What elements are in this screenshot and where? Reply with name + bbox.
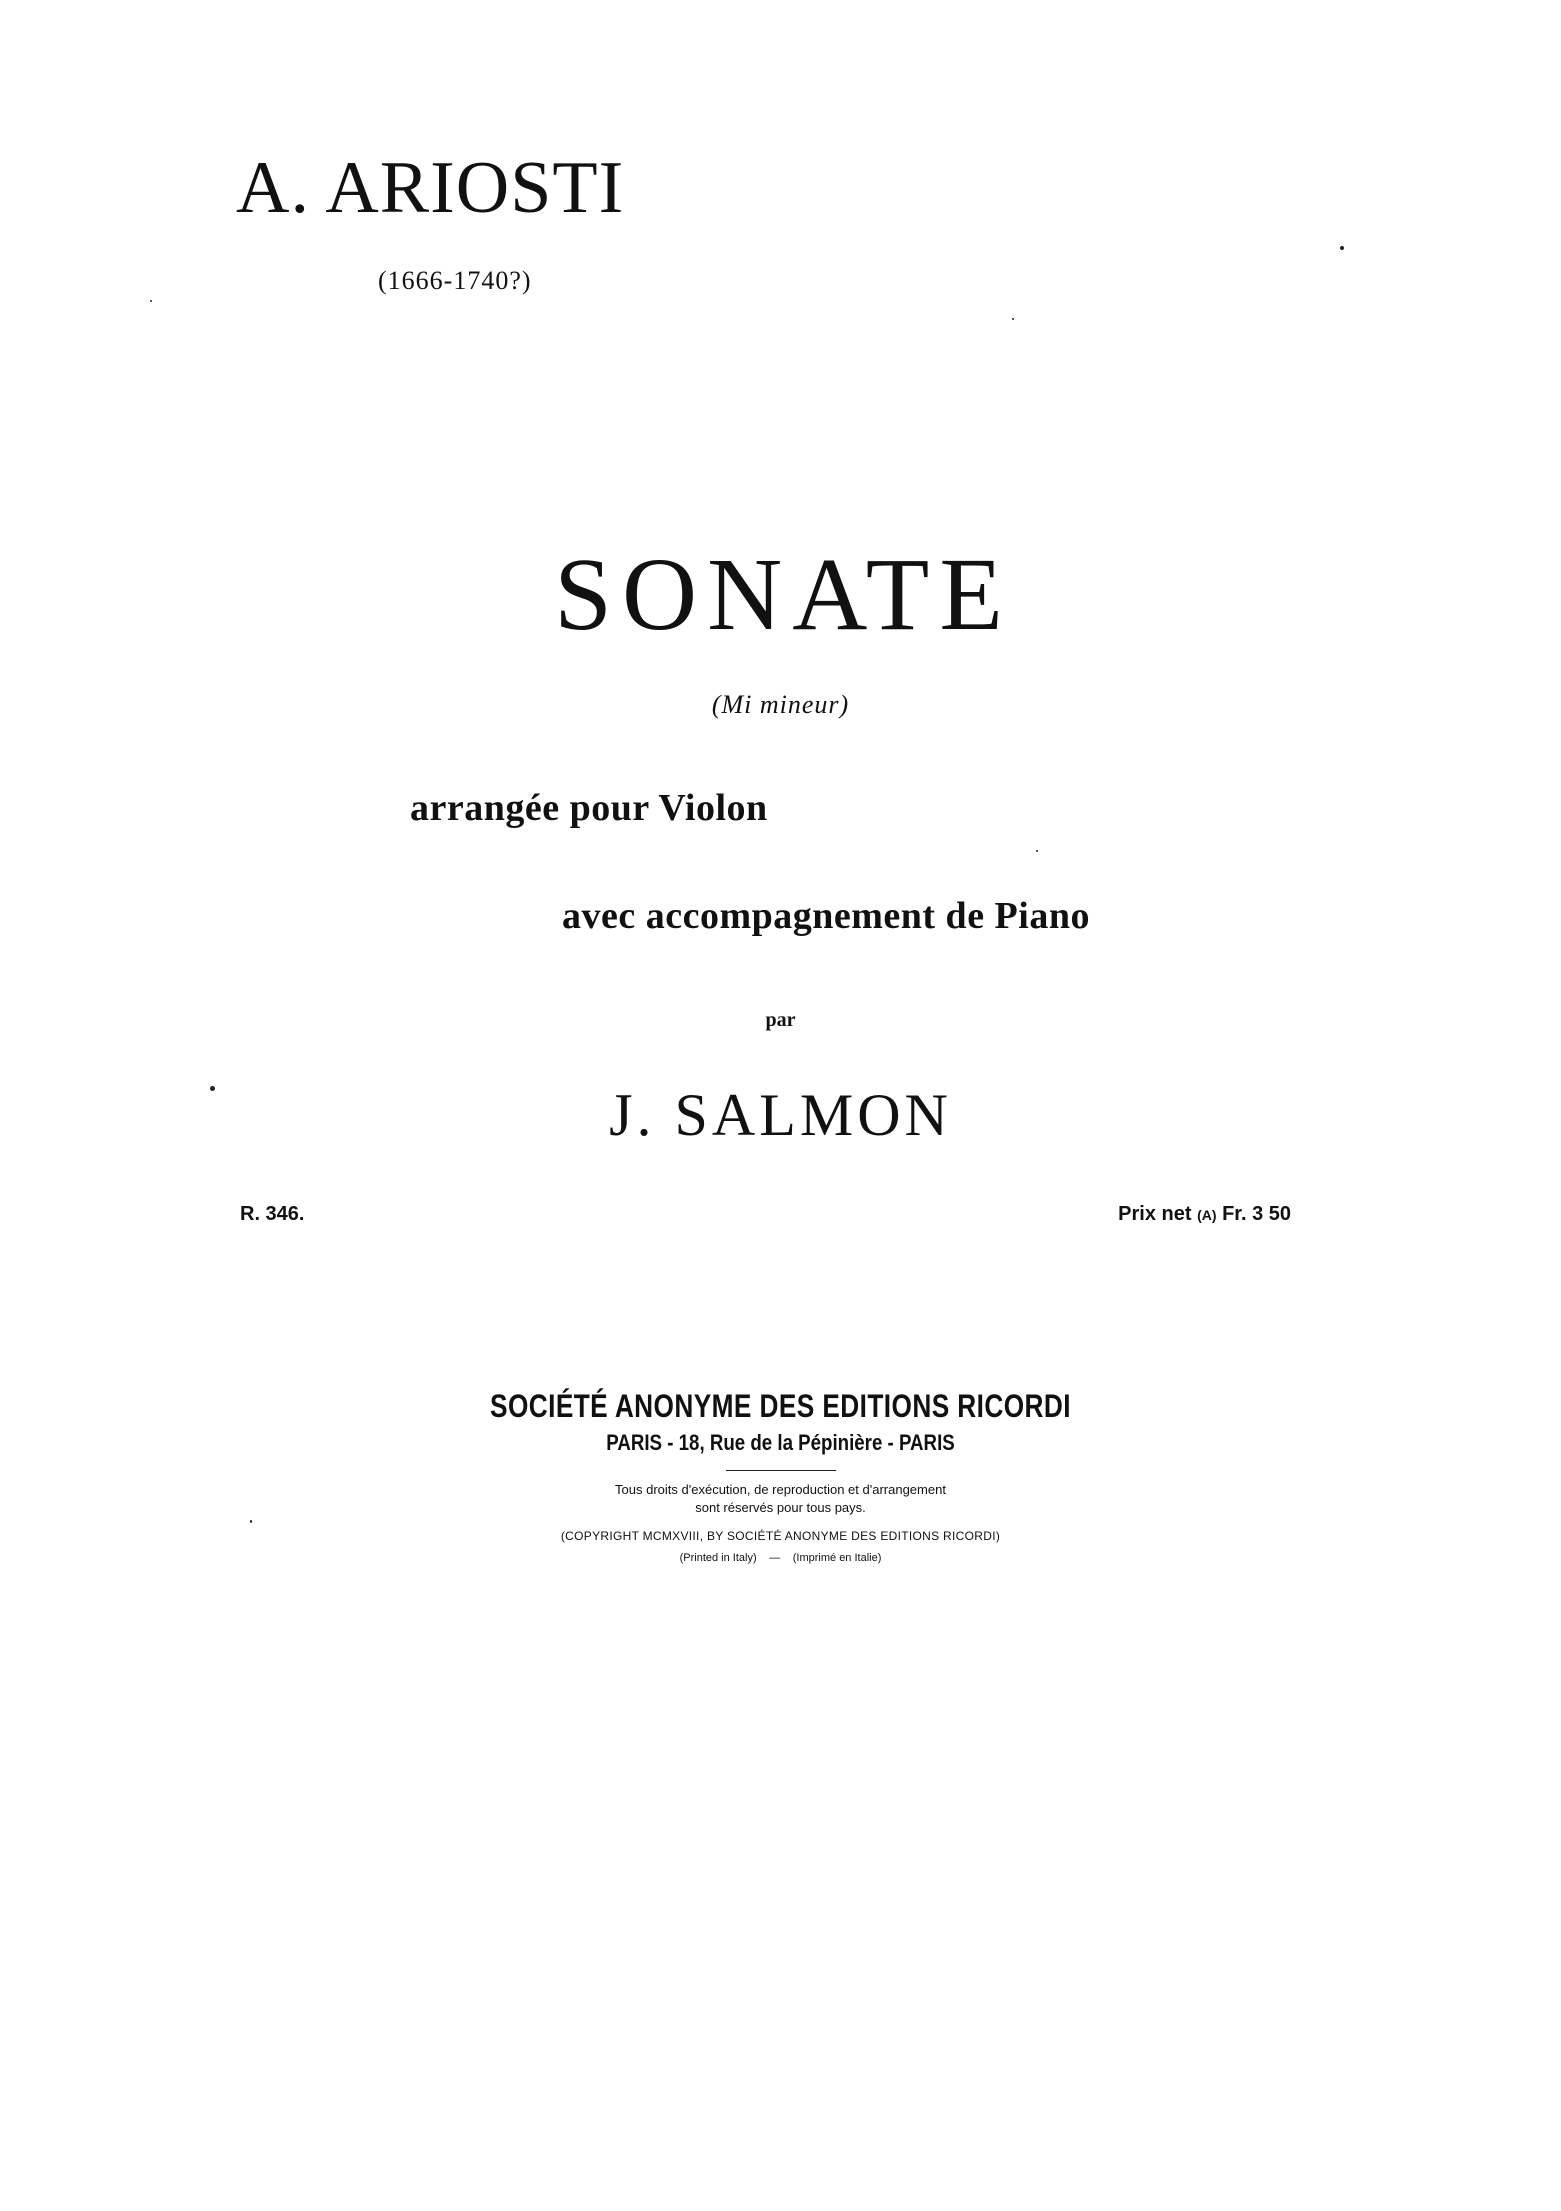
rights-line-1: Tous droits d'exécution, de reproduction et d'arrangement: [615, 1482, 946, 1497]
imprint: [0, 1386, 1561, 1567]
arrangement-line-2: avec accompagnement de Piano: [562, 895, 1090, 937]
scan-speck: [1012, 318, 1014, 320]
work-key: (Mi mineur): [711, 690, 850, 719]
scan-speck: [250, 1520, 252, 1523]
scan-speck: [1340, 246, 1344, 250]
copyright-notice: (COPYRIGHT MCMXVIII, BY SOCIÉTÉ ANONYME DES EDITIONS RICORDI): [560, 1529, 1001, 1543]
printed-en: (Printed in Italy): [679, 1552, 757, 1564]
work-title: SONATE: [554, 537, 1013, 652]
composer-name: A. ARIOSTI: [236, 147, 625, 229]
price-prefix: Prix net: [1118, 1203, 1192, 1225]
publisher-name: SOCIÉTÉ ANONYME DES EDITIONS RICORDI: [490, 1388, 1071, 1424]
price-value: Fr. 3 50: [1222, 1203, 1291, 1225]
printed-separator: —: [769, 1552, 781, 1564]
catalog-number: R. 346.: [240, 1203, 305, 1225]
price: [1118, 1202, 1291, 1227]
divider-rule: [726, 1470, 836, 1471]
scan-speck: [150, 300, 152, 302]
publisher-address: PARIS - 18, Rue de la Pépinière - PARIS: [606, 1430, 955, 1455]
composer-dates: (1666-1740?): [378, 266, 532, 295]
arrangement-line-1: arrangée pour Violon: [410, 787, 768, 829]
printed-fr: (Imprimé en Italie): [792, 1552, 882, 1564]
rights-line-2: sont réservés pour tous pays.: [695, 1500, 866, 1515]
price-class: (A): [1197, 1207, 1217, 1223]
by-label: par: [765, 1009, 796, 1031]
arranger-name: J. SALMON: [609, 1082, 952, 1148]
printed-in: [0, 1549, 1561, 1567]
scan-speck: [1036, 850, 1038, 852]
scan-speck: [210, 1086, 215, 1091]
